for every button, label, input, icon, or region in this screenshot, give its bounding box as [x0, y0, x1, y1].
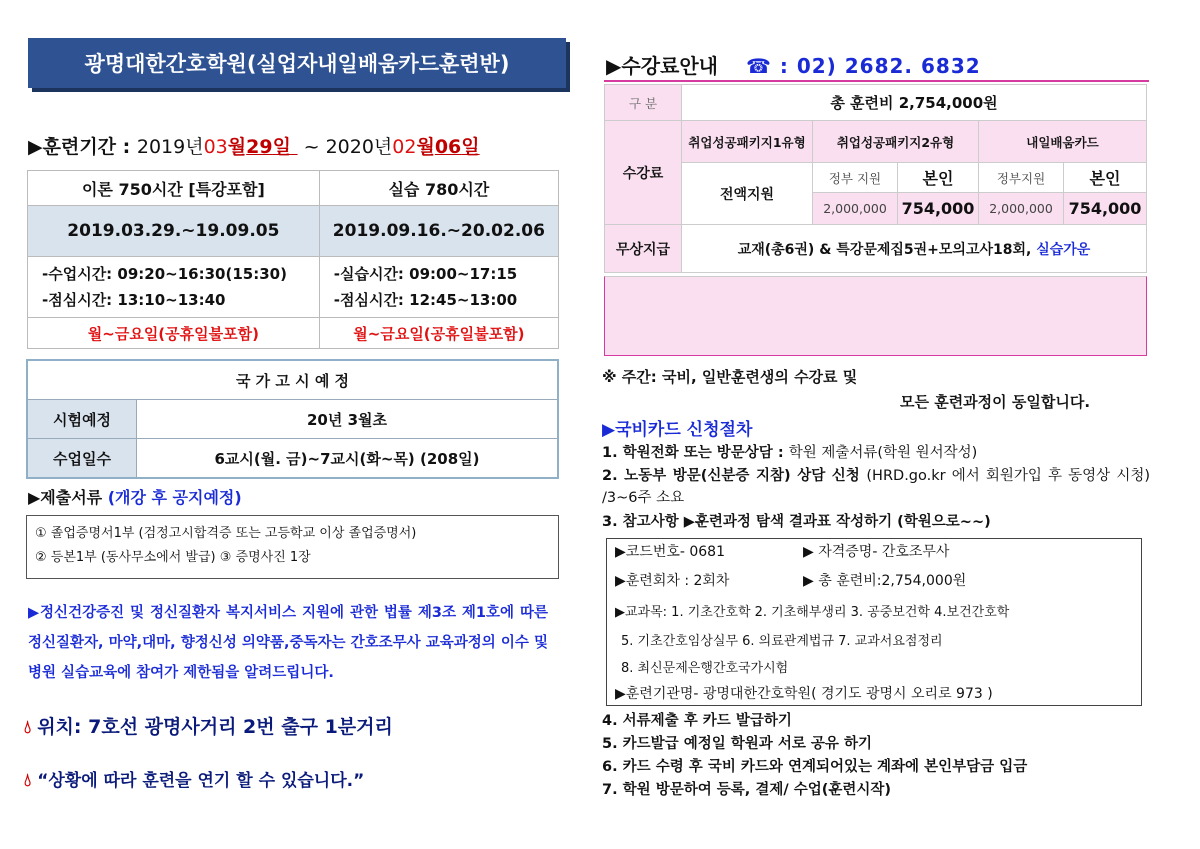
fee-header-value: 총 훈련비 2,754,000원: [682, 85, 1147, 121]
docs-line-2: ② 등본1부 (동사무소에서 발급) ③ 증명사진 1장: [35, 550, 311, 565]
period-end-year: 2020년: [325, 136, 393, 158]
period-tilde: ~: [297, 136, 326, 158]
practice-times: [319, 257, 558, 318]
fee-header-label: 구 분: [605, 85, 682, 121]
location: [24, 712, 393, 739]
phone-number: ☎ : 02) 2682. 6832: [745, 54, 981, 78]
period-start-month-unit: 월: [227, 136, 247, 158]
note-line-2: 모든 훈련과정이 동일합니다.: [900, 393, 1091, 411]
info-subjects-2: 5. 기초간호임상실무 6. 의료관계법규 7. 교과서요점정리: [621, 634, 943, 649]
fee-free-gown: 실습가운: [1036, 241, 1091, 258]
fee-self: 본인: [898, 163, 979, 193]
exam-row2-value: 6교시(월. 금)~7교시(화~목) (208일): [137, 439, 559, 479]
fee-gov-amount-2: 2,000,000: [979, 193, 1064, 225]
docs-box: [26, 515, 559, 579]
fee-self-amount-2: 754,000: [1064, 193, 1147, 225]
card-step-6: 6. 카드 수령 후 국비 카드와 연계되어있는 계좌에 본인부담금 입금: [602, 759, 1028, 775]
docs-heading: ▶제출서류 (개강 후 공지예정): [28, 488, 242, 507]
theory-class-time: -수업시간: 09:20~16:30(15:30): [42, 265, 287, 283]
fee-empty-box: [604, 276, 1147, 356]
fee-self-2: 본인: [1064, 163, 1147, 193]
exam-row1-value: 20년 3월초: [137, 400, 559, 439]
info-subjects-3: 8. 최신문제은행간호국가시험: [621, 661, 789, 676]
theory-header: 이론 750시간 [특강포함]: [28, 171, 320, 206]
fee-full-support: 전액지원: [682, 163, 813, 225]
fee-pkg1: 취업성공패키지1유형: [682, 121, 813, 163]
fee-table: [604, 84, 1147, 273]
fee-gov-support-2: 정부지원: [979, 163, 1064, 193]
delay-notice: [24, 766, 364, 791]
card-step-5: 5. 카드발급 예정일 학원과 서로 공유 하기: [602, 736, 872, 752]
schedule-table: [27, 170, 559, 349]
card-step-4: 4. 서류제출 후 카드 발급하기: [602, 713, 792, 729]
info-code: ▶코드번호- 0681: [615, 544, 725, 560]
fee-heading-label: ▶수강료안내: [606, 54, 718, 78]
fee-pkg2: 취업성공패키지2유형: [813, 121, 979, 163]
theory-days: 월~금요일(공휴일불포함): [28, 318, 320, 349]
training-period: [28, 132, 480, 159]
fee-card: 내일배움카드: [979, 121, 1147, 163]
period-end-day: 06일: [434, 136, 480, 158]
fee-heading: [606, 50, 981, 79]
info-cert: ▶ 자격증명- 간호조무사: [803, 544, 950, 560]
period-end-month-unit: 월: [416, 136, 435, 158]
period-start-day: 29일: [246, 136, 291, 158]
period-end-month: 02: [392, 136, 417, 158]
exam-table: [26, 359, 559, 479]
info-round: ▶훈련회차 : 2회차: [615, 573, 730, 589]
theory-lunch: -점심시간: 13:10~13:40: [42, 291, 226, 309]
docs-line-1: ① 졸업증명서1부 (검정고시합격증 또는 고등학교 이상 졸업증명서): [35, 526, 417, 541]
card-heading: ▶국비카드 신청절차: [602, 420, 753, 440]
fee-free-label: 무상지급: [605, 225, 682, 273]
card-step-7: 7. 학원 방문하여 등록, 결제/ 수업(훈련시작): [602, 782, 892, 798]
drop-icon: 💧︎: [24, 770, 32, 791]
period-start-year: 2019년: [136, 136, 204, 158]
info-subjects-1: ▶교과목: 1. 기초간호학 2. 기초해부생리 3. 공중보건학 4.보건간호학: [615, 605, 1010, 620]
fee-row-label: 수강료: [605, 121, 682, 225]
exam-title: 국 가 고 시 예 정: [27, 360, 558, 400]
card-step-1: 1. 학원전화 또는 방문상담 : 학원 제출서류(학원 원서작성): [602, 445, 978, 461]
fee-divider: [604, 80, 1149, 82]
docs-heading-note: (개강 후 공지예정): [107, 488, 242, 507]
course-info-box: [606, 538, 1142, 706]
card-step-2: 2. 노동부 방문(신분증 지참) 상담 신청 (HRD.go.kr 에서 회원가입 후 동영상 시청) /3~6주 소요: [602, 468, 1150, 506]
drop-icon: 💧︎: [24, 717, 32, 738]
practice-time: -실습시간: 09:00~17:15: [333, 265, 518, 283]
fee-gov-amount: 2,000,000: [813, 193, 898, 225]
delay-text: “상황에 따라 훈련을 연기 할 수 있습니다.”: [37, 771, 365, 791]
practice-dates: 2019.09.16.~20.02.06: [319, 206, 558, 257]
practice-lunch: -점심시간: 12:45~13:00: [333, 291, 518, 309]
period-start-month: 03: [203, 136, 228, 158]
page-title: 광명대한간호학원(실업자내일배움카드훈련반): [28, 38, 566, 88]
period-colon: :: [116, 136, 137, 158]
practice-days: 월~금요일(공휴일불포함): [319, 318, 558, 349]
note-line-1: ※ 주간: 국비, 일반훈련생의 수강료 및: [602, 368, 858, 386]
fee-free-value: 교재(총6권) & 특강문제집5권+모의고사18회, 실습가운: [682, 225, 1147, 273]
theory-times: [28, 257, 320, 318]
theory-dates: 2019.03.29.~19.09.05: [28, 206, 320, 257]
practice-header: 실습 780시간: [319, 171, 558, 206]
period-label: ▶훈련기간: [28, 136, 117, 158]
legal-notice: ▶정신건강증진 및 정신질환자 복지서비스 지원에 관한 법률 제3조 제1호에 따른 정신질환자, 마약,대마, 향정신성 의약품,중독자는 간호조무사 교육과정의 이수 및 병원 실습교육에 참여가 제한됨을 알려드립니다.: [28, 605, 548, 681]
fee-gov-support: 정부 지원: [813, 163, 898, 193]
fee-self-amount: 754,000: [898, 193, 979, 225]
exam-row1-label: 시험예정: [27, 400, 137, 439]
exam-row2-label: 수업일수: [27, 439, 137, 479]
info-org: ▶훈련기관명- 광명대한간호학원( 경기도 광명시 오리로 973 ): [615, 686, 993, 702]
location-text: 위치: 7호선 광명사거리 2번 출구 1분거리: [37, 716, 393, 738]
info-total: ▶ 총 훈련비:2,754,000원: [803, 573, 967, 589]
card-step-3: 3. 참고사항 ▶훈련과정 탐색 결과표 작성하기 (학원으로~~): [602, 514, 991, 530]
